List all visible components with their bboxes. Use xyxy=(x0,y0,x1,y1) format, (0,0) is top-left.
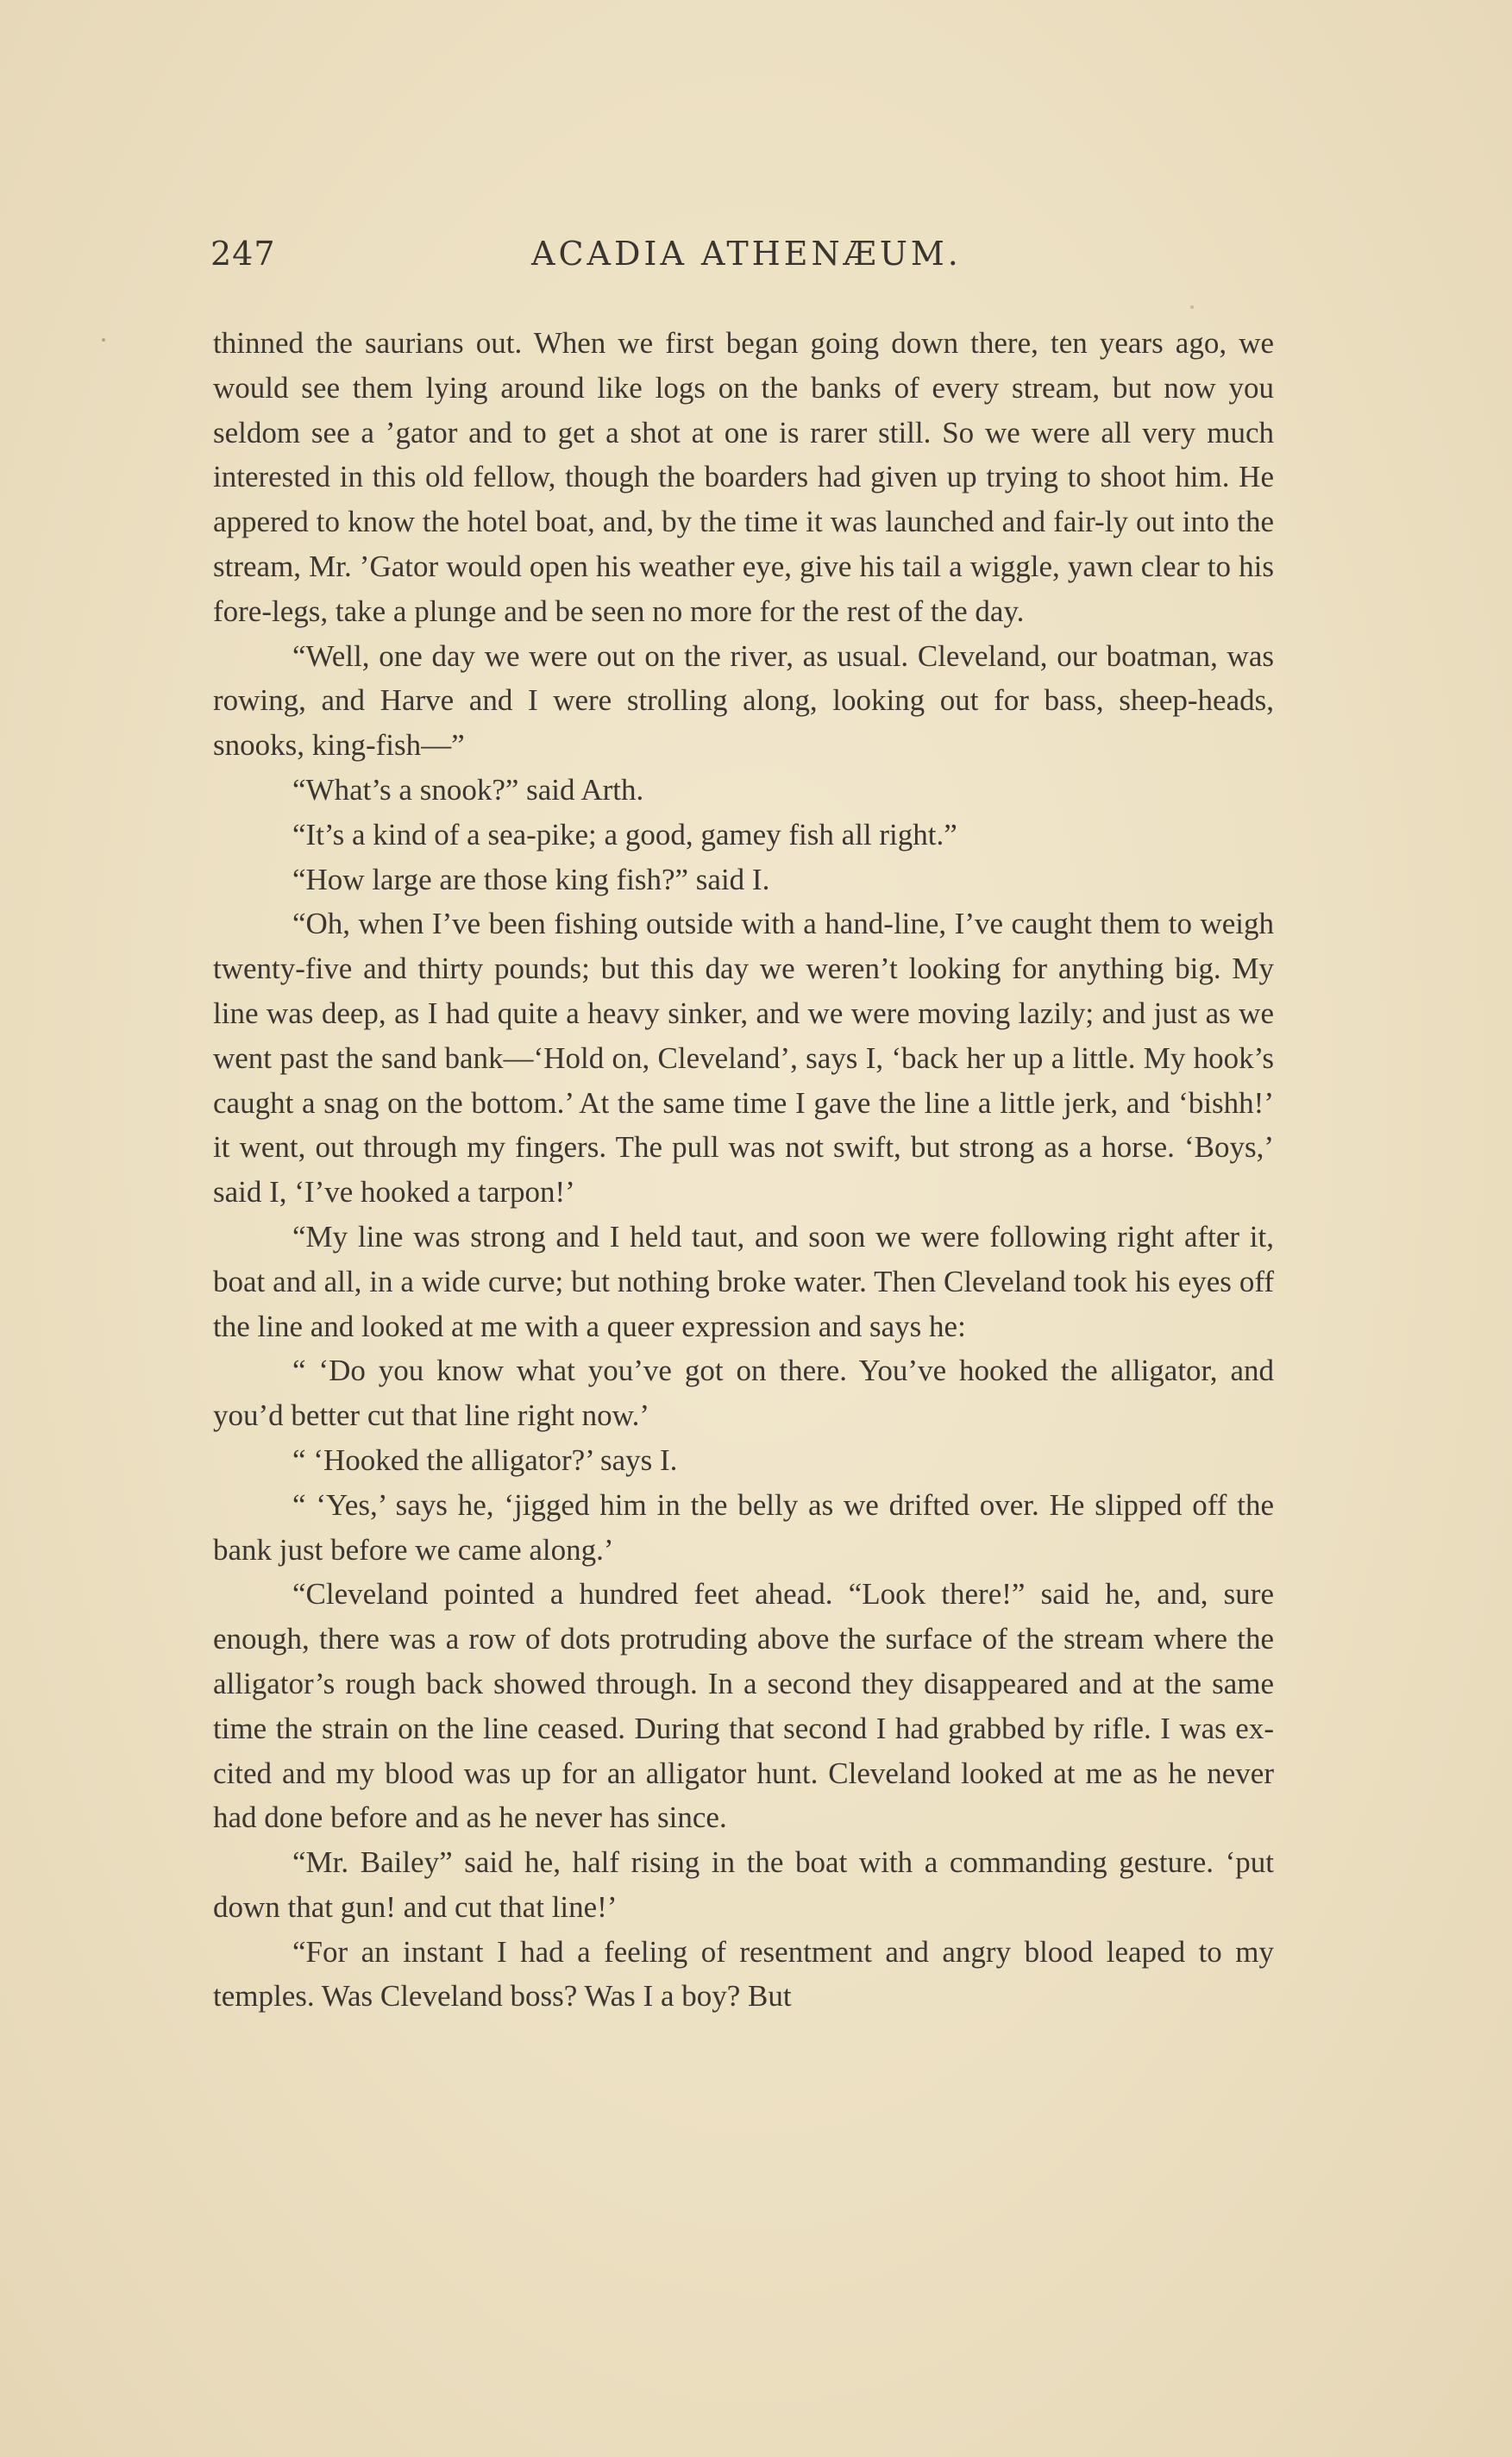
paragraph: “Cleveland pointed a hundred feet ahead. “Look there!” said he, and, sure enough, there was a row of dots protruding above the surface of the stream where the alligator’s rough back showed through. In a second they disappeared and at the same time the strain on the line ceased. During that second I had grabbed by rifle. I was ex-cited and my blood was up for an alligator hunt. Cleveland looked at me as he never had done before and as he never has since. xyxy=(213,1577,1274,1835)
paragraph: “Well, one day we were out on the river, as usual. Cleveland, our boatman, was rowing, and Harve and I were strolling along, looking out for bass, sheep-heads, snooks, king-fish—” xyxy=(213,638,1274,763)
page-number: 247 xyxy=(210,235,276,273)
paragraph: thinned the saurians out. When we first began going down there, ten years ago, we would see them lying around like logs on the banks of every stream, but now you seldom see a ’gator and to get a shot at one is rarer still. So we were all very much interested in this old fellow, though the boarders had given up trying to shoot him. He appered to know the hotel boat, and, by the time it was launched and fair-ly out into the stream, Mr. ’Gator would open his weather eye, give his tail a wiggle, yawn clear to his fore-legs, take a plunge and be seen no more for the rest of the day. xyxy=(213,326,1274,628)
paragraph: “How large are those king fish?” said I. xyxy=(292,862,770,896)
paragraph: “Mr. Bailey” said he, half rising in the boat with a commanding gesture. ‘put down that gun! and cut that line!’ xyxy=(213,1845,1274,1924)
paper-speck xyxy=(102,338,105,342)
paragraph: “For an instant I had a feeling of resentment and angry blood leaped to my temples. Was Cleveland boss? Was I a boy? But xyxy=(213,1934,1274,2014)
page-header xyxy=(210,235,1277,278)
body-text xyxy=(213,321,1274,2019)
paragraph: “ ‘Yes,’ says he, ‘jigged him in the belly as we drifted over. He slipped off the bank just before we came along.’ xyxy=(213,1487,1274,1567)
paragraph: “ ‘Do you know what you’ve got on there. You’ve hooked the alligator, and you’d better cut that line right now.’ xyxy=(213,1354,1274,1433)
running-title: ACADIA ATHENÆUM. xyxy=(531,235,962,273)
paragraph: “Oh, when I’ve been fishing outside with a hand-line, I’ve caught them to weigh twenty-five and thirty pounds; but this day we weren’t looking for anything big. My line was deep, as I had quite a heavy sinker, and we were moving lazily; and just as we went past the sand bank—‘Hold on, Cleveland’, says I, ‘back her up a little. My hook’s caught a snag on the bottom.’ At the same time I gave the line a little jerk, and ‘bishh!’ it went, out through my fingers. The pull was not swift, but strong as a horse. ‘Boys,’ said I, ‘I’ve hooked a tarpon!’ xyxy=(213,907,1274,1210)
paragraph: “It’s a kind of a sea-pike; a good, gamey fish all right.” xyxy=(292,817,957,851)
paragraph: “What’s a snook?” said Arth. xyxy=(292,772,644,807)
paper-speck xyxy=(1190,305,1194,309)
paragraph: “ ‘Hooked the alligator?’ says I. xyxy=(292,1442,678,1477)
paragraph: “My line was strong and I held taut, and soon we were following right after it, boat and all, in a wide curve; but nothing broke water. Then Cleveland took his eyes off the line and looked at me with a queer expression and says he: xyxy=(213,1219,1274,1343)
